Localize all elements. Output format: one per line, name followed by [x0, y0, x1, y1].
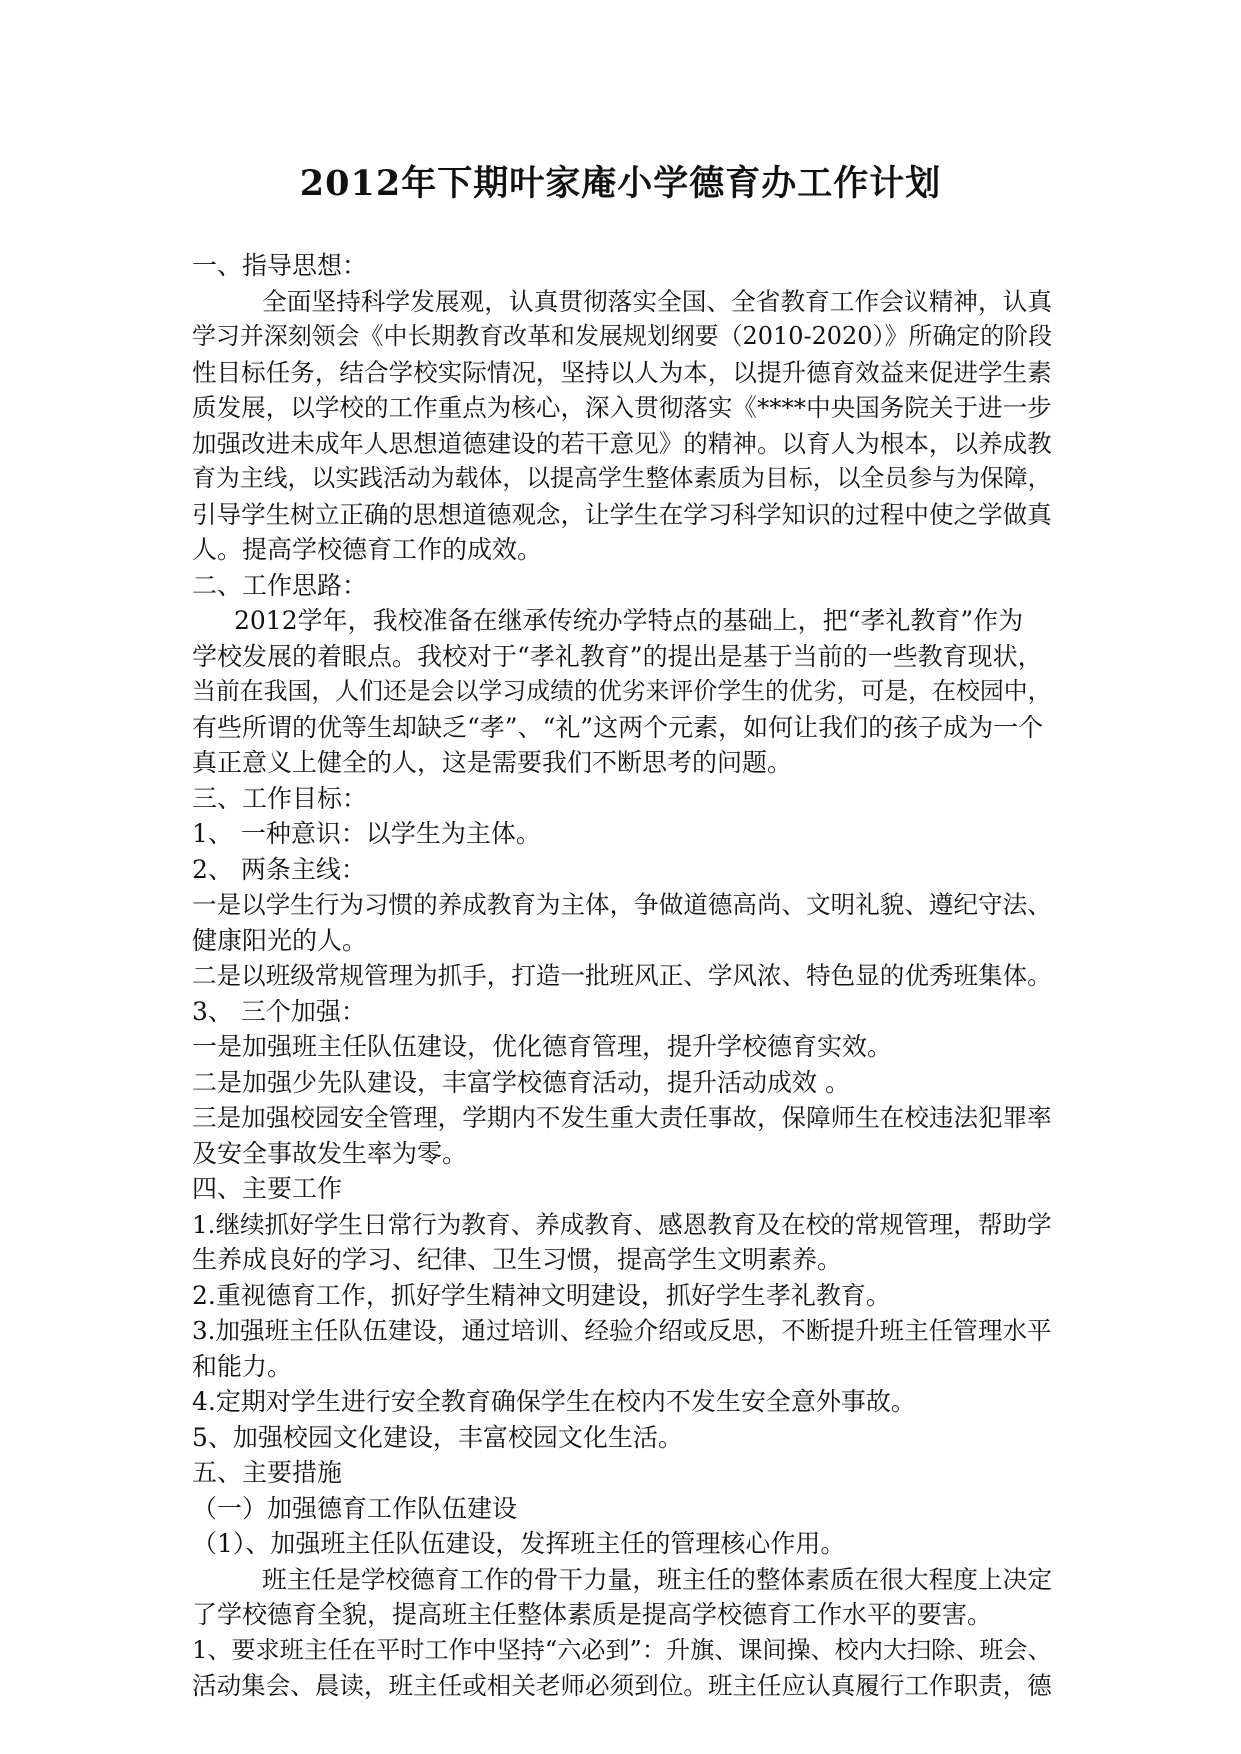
text-line: 性目标任务，结合学校实际情况，坚持以人为本，以提升德育效益来促进学生素	[192, 357, 1052, 387]
text-line: 学习并深刻领会《中长期教育改革和发展规划纲要（2010-2020）》所确定的阶段	[192, 322, 1053, 350]
text-line: 全面坚持科学发展观，认真贯彻落实全国、全省教育工作会议精神，认真	[262, 286, 1053, 316]
text-line: 活动集会、晨读，班主任或相关老师必须到位。班主任应认真履行工作职责，德	[192, 1671, 1052, 1700]
text-line: 当前在我国，人们还是会以学习成绩的优劣来评价学生的优劣，可是，在校园中，	[192, 677, 1052, 705]
text-line: 二是加强少先队建设，丰富学校德育活动，提升活动成效 。	[192, 1067, 850, 1097]
text-line: 4.定期对学生进行安全教育确保学生在校内不发生安全意外事故。	[192, 1387, 916, 1416]
text-line: 及安全事故发生率为零。	[192, 1138, 468, 1168]
document-body	[192, 248, 1052, 1704]
text-line: 班主任是学校德育工作的骨干力量，班主任的整体素质在很大程度上决定	[262, 1564, 1053, 1594]
text-line: 有些所谓的优等生却缺乏“孝”、“礼”这两个元素，如何让我们的孩子成为一个	[192, 712, 1044, 742]
text-line: 一是加强班主任队伍建设，优化德育管理，提升学校德育实效。	[192, 1032, 893, 1061]
text-line: 了学校德育全貌，提高班主任整体素质是提高学校德育工作水平的要害。	[192, 1600, 993, 1629]
text-line: 三、工作目标：	[192, 783, 368, 813]
text-line: 3.加强班主任队伍建设，通过培训、经验介绍或反思，不断提升班主任管理水平	[192, 1316, 1052, 1345]
text-line: 真正意义上健全的人，这是需要我们不断思考的问题。	[192, 748, 793, 777]
text-line: 一是以学生行为习惯的养成教育为主体，争做道德高尚、文明礼貌、遵纪守法、	[192, 890, 1052, 919]
text-line: 人。提高学校德育工作的成效。	[192, 535, 543, 564]
document-title: 2012年下期叶家庵小学德育办工作计划	[299, 163, 942, 204]
text-line: 一、指导思想：	[192, 251, 368, 280]
text-line: 质发展，以学校的工作重点为核心，深入贯彻落实《****中央国务院关于进一步	[192, 393, 1052, 422]
text-line: 2、 两条主线：	[192, 854, 366, 884]
text-line: 2012学年，我校准备在继承传统办学特点的基础上，把“孝礼教育”作为	[234, 606, 1024, 635]
text-line: 二、工作思路：	[192, 570, 368, 600]
text-line: 加强改进未成年人思想道德建设的若干意见》的精神。以育人为根本，以养成教	[192, 428, 1052, 458]
text-line: 育为主线，以实践活动为载体，以提高学生整体素质为目标，以全员参与为保障，	[192, 464, 1052, 492]
text-line: 3、 三个加强：	[192, 996, 366, 1026]
text-line: 学校发展的着眼点。我校对于“孝礼教育”的提出是基于当前的一些教育现状，	[192, 641, 1043, 671]
text-line: 生养成良好的学习、纪律、卫生习惯，提高学生文明素养。	[192, 1245, 843, 1274]
text-line: 健康阳光的人。	[192, 925, 368, 955]
text-line: 四、主要工作	[192, 1174, 343, 1203]
text-line: 五、主要措施	[192, 1458, 343, 1487]
text-line: 三是加强校园安全管理，学期内不发生重大责任事故，保障师生在校违法犯罪率	[192, 1103, 1052, 1132]
text-line: 引导学生树立正确的思想道德观念，让学生在学习科学知识的过程中使之学做真	[192, 499, 1052, 529]
text-line: 2.重视德育工作，抓好学生精神文明建设，抓好学生孝礼教育。	[192, 1280, 891, 1310]
text-line: （一）加强德育工作队伍建设	[192, 1493, 518, 1523]
text-line: 5、加强校园文化建设，丰富校园文化生活。	[192, 1422, 683, 1452]
text-line: 和能力。	[192, 1351, 293, 1381]
text-line: 1.继续抓好学生日常行为教育、养成教育、感恩教育及在校的常规管理，帮助学	[192, 1209, 1052, 1239]
text-line: 1、 一种意识：以学生为主体。	[192, 819, 541, 848]
text-line: 1、要求班主任在平时工作中坚持“六必到”：升旗、课间操、校内大扫除、班会、	[192, 1635, 1052, 1664]
text-line: （1）、加强班主任队伍建设，发挥班主任的管理核心作用。	[192, 1529, 846, 1558]
text-line: 二是以班级常规管理为抓手，打造一批班风正、学风浓、特色显的优秀班集体。	[192, 961, 1052, 990]
